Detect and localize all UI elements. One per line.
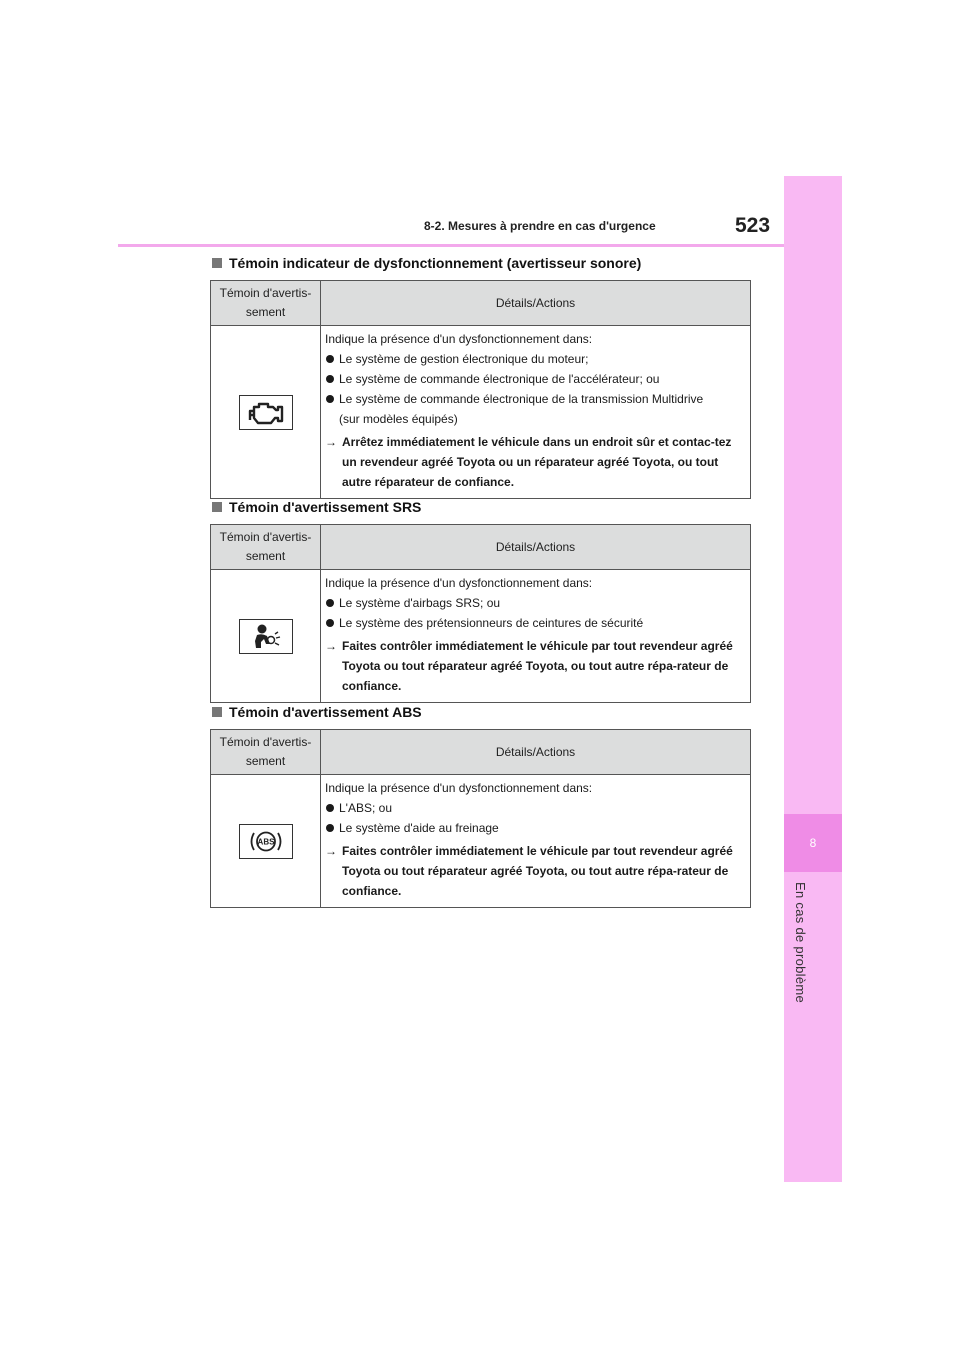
details-cell: Indique la présence d'un dysfonctionnement dans: L'ABS; ou Le système d'aide au freinage → Faites contrôler immédiatement le véhicule par tout revendeur agréé Toyota ou tout réparateur agréé Toyota, ou tout autre répa-rateur de confiance. bbox=[321, 775, 751, 908]
list-item: Le système de gestion électronique du moteur; bbox=[325, 349, 742, 369]
abs-icon bbox=[239, 824, 293, 859]
table-header-row bbox=[211, 730, 751, 775]
action-text: → Faites contrôler immédiatement le véhicule par tout revendeur agréé Toyota ou tout réparateur agréé Toyota, ou tout autre répa-rateur de confiance. bbox=[325, 636, 742, 696]
header-details-actions: Détails/Actions bbox=[321, 525, 751, 570]
section-title-srs: Témoin d'avertissement SRS bbox=[212, 499, 421, 515]
list-item: Le système de commande électronique de l'accélérateur; ou bbox=[325, 369, 742, 389]
header-details-actions: Détails/Actions bbox=[321, 730, 751, 775]
engine-check-icon bbox=[239, 395, 293, 430]
arrow-icon: → bbox=[325, 435, 337, 449]
header-warning-light: Témoin d'avertis-sement bbox=[211, 525, 321, 570]
list-item: Le système d'airbags SRS; ou bbox=[325, 593, 742, 613]
table-row bbox=[211, 326, 751, 499]
header-warning-light: Témoin d'avertis-sement bbox=[211, 281, 321, 326]
section-title-malfunction: Témoin indicateur de dysfonctionnement (avertisseur sonore) bbox=[212, 255, 641, 271]
list-item: Le système de commande électronique de la transmission Multidrive bbox=[325, 389, 742, 409]
header-divider bbox=[118, 244, 784, 247]
icon-cell bbox=[211, 775, 321, 908]
chapter-number-tab: 8 bbox=[784, 814, 842, 872]
airbag-person-icon bbox=[239, 619, 293, 654]
table-row bbox=[211, 570, 751, 703]
malfunction-table bbox=[210, 280, 751, 499]
table-header-row bbox=[211, 281, 751, 326]
icon-cell bbox=[211, 570, 321, 703]
list-item: Le système des prétensionneurs de ceintures de sécurité bbox=[325, 613, 742, 633]
arrow-icon: → bbox=[325, 844, 337, 858]
chapter-side-label: En cas de problème bbox=[793, 882, 808, 1004]
square-bullet-icon bbox=[212, 502, 222, 512]
abs-table bbox=[210, 729, 751, 908]
header-details-actions: Détails/Actions bbox=[321, 281, 751, 326]
chapter-heading: 8-2. Mesures à prendre en cas d'urgence bbox=[424, 219, 656, 233]
table-row bbox=[211, 775, 751, 908]
action-text: → Arrêtez immédiatement le véhicule dans un endroit sûr et contac-tez un revendeur agréé Toyota ou un réparateur agréé Toyota, ou tout autre réparateur de confiance. bbox=[325, 432, 742, 492]
details-cell: Indique la présence d'un dysfonctionnement dans: Le système de gestion électronique du moteur; Le système de commande électronique de l'accélérateur; ou Le système de commande électronique de la transmission Multidrive (sur modèles équipés) → Arrêtez immédiatement le véhicule dans un endroit sûr et contac-tez un revendeur agréé Toyota ou un réparateur agréé Toyota, ou tout autre réparateur de confiance. bbox=[321, 326, 751, 499]
srs-table bbox=[210, 524, 751, 703]
square-bullet-icon bbox=[212, 258, 222, 268]
header-warning-light: Témoin d'avertis-sement bbox=[211, 730, 321, 775]
list-item: Le système d'aide au freinage bbox=[325, 818, 742, 838]
details-cell: Indique la présence d'un dysfonctionnement dans: Le système d'airbags SRS; ou Le système des prétensionneurs de ceintures de sécurité → Faites contrôler immédiatement le véhicule par tout revendeur agréé Toyota ou tout réparateur agréé Toyota, ou tout autre répa-rateur de confiance. bbox=[321, 570, 751, 703]
section-title-abs: Témoin d'avertissement ABS bbox=[212, 704, 422, 720]
table-header-row bbox=[211, 525, 751, 570]
square-bullet-icon bbox=[212, 707, 222, 717]
list-item: L'ABS; ou bbox=[325, 798, 742, 818]
abs-icon-text: ABS bbox=[257, 837, 274, 846]
arrow-icon: → bbox=[325, 639, 337, 653]
action-text: → Faites contrôler immédiatement le véhicule par tout revendeur agréé Toyota ou tout réparateur agréé Toyota, ou tout autre répa-rateur de confiance. bbox=[325, 841, 742, 901]
page-number: 523 bbox=[735, 214, 771, 237]
icon-cell bbox=[211, 326, 321, 499]
